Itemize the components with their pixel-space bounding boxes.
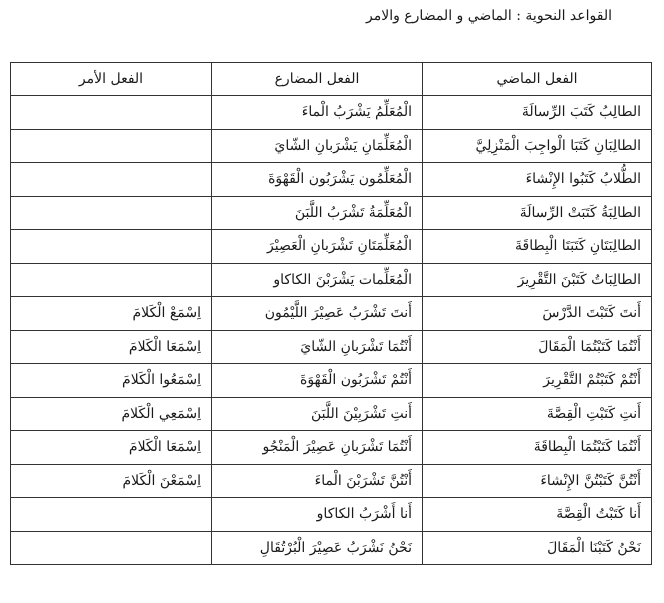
header-past: الفعل الماضي <box>423 63 652 96</box>
imperative-cell <box>11 129 212 163</box>
table-row <box>11 129 652 163</box>
past-cell: الطالِبَتَانِ كَتَبَتَا الْبِطاقَةَ <box>423 230 652 264</box>
imperative-cell <box>11 96 212 130</box>
table-row <box>11 263 652 297</box>
table-row <box>11 464 652 498</box>
present-cell: أَنْتُمَا تَشْرَبانِ الشّايَ <box>212 330 423 364</box>
imperative-cell: اِسْمَعِي الْكَلامَ <box>11 397 212 431</box>
header-imperative: الفعل الأمر <box>11 63 212 96</box>
past-cell: الطالِبَاتُ كَتَبْنَ التَّقْرِيرَ <box>423 263 652 297</box>
past-cell: الطالِبَانِ كَتَبَا الْواجِبَ الْمَنْزِلِيَّ <box>423 129 652 163</box>
imperative-cell <box>11 531 212 565</box>
imperative-cell <box>11 498 212 532</box>
table-row <box>11 498 652 532</box>
past-cell: أَنْتُمْ كَتَبْتُمْ التَّقْرِيرَ <box>423 364 652 398</box>
present-cell: نَحْنُ نَشْرَبُ عَصِيْرَ الْبُرْتُقَالِ <box>212 531 423 565</box>
verb-conjugation-table <box>10 62 652 565</box>
present-cell: أَنْتُنَّ تَشْرَبْنَ الْماءَ <box>212 464 423 498</box>
header-present: الفعل المضارع <box>212 63 423 96</box>
imperative-cell <box>11 263 212 297</box>
imperative-cell <box>11 196 212 230</box>
table-row <box>11 297 652 331</box>
past-cell: أَنْتُمَا كَتَبْتُمَا الْمَقَالَ <box>423 330 652 364</box>
imperative-cell: اِسْمَعُوا الْكَلامَ <box>11 364 212 398</box>
past-cell: الطالِبُ كَتَبَ الرِّسالَةَ <box>423 96 652 130</box>
document-title: القواعد النحوية : الماضي و المضارع والامر <box>366 8 612 24</box>
present-cell: أَنْتُمَا تَشْرَبانِ عَصِيْرَ الْمَنْجُو <box>212 431 423 465</box>
table-row <box>11 531 652 565</box>
table-row <box>11 397 652 431</box>
header-row <box>11 63 652 96</box>
imperative-cell: اِسْمَعْنَ الْكَلامَ <box>11 464 212 498</box>
present-cell: أَنتِ تَشْرَبِيْنَ اللَّبَنَ <box>212 397 423 431</box>
table-row <box>11 330 652 364</box>
past-cell: أَنتِ كَتَبْتِ الْقِصَّةَ <box>423 397 652 431</box>
present-cell: الْمُعَلِّمُ يَشْرَبُ الْماءَ <box>212 96 423 130</box>
imperative-cell <box>11 163 212 197</box>
present-cell: الْمُعَلِّمَةُ تَشْرَبُ اللَّبَنَ <box>212 196 423 230</box>
past-cell: أَنتَ كَتَبْتَ الدَّرْسَ <box>423 297 652 331</box>
table-row <box>11 96 652 130</box>
imperative-cell: اِسْمَعَا الْكَلامَ <box>11 431 212 465</box>
table-row <box>11 196 652 230</box>
table-row <box>11 364 652 398</box>
past-cell: أَنْتُمَا كَتَبْتُمَا الْبِطاقَةَ <box>423 431 652 465</box>
table-row <box>11 431 652 465</box>
imperative-cell: اِسْمَعْ الْكَلامَ <box>11 297 212 331</box>
past-cell: الطُّلابُ كَتَبُوا الإِنْشاءَ <box>423 163 652 197</box>
past-cell: أَنا كَتَبْتُ الْقِصَّةَ <box>423 498 652 532</box>
present-cell: الْمُعَلِّمَانِ يَشْرَبانِ الشّايَ <box>212 129 423 163</box>
imperative-cell <box>11 230 212 264</box>
past-cell: الطالِبَةُ كَتَبَتْ الرِّسالَةَ <box>423 196 652 230</box>
present-cell: أَنتَ تَشْرَبُ عَصِيْرَ اللَّيْمُون <box>212 297 423 331</box>
present-cell: أَنا أَشْرَبُ الكاكاو <box>212 498 423 532</box>
present-cell: الْمُعَلِّمَتَانِ تَشْرَبانِ الْعَصِيْرَ <box>212 230 423 264</box>
present-cell: الْمُعَلِّمُون يَشْرَبُون الْقَهْوَةَ <box>212 163 423 197</box>
present-cell: الْمُعَلِّمات يَشْرَبْنَ الكاكاو <box>212 263 423 297</box>
imperative-cell: اِسْمَعَا الْكَلامَ <box>11 330 212 364</box>
present-cell: أَنْتُمْ تَشْرَبُون الْقَهْوَةَ <box>212 364 423 398</box>
table-row <box>11 163 652 197</box>
past-cell: نَحْنُ كَتَبْنَا الْمَقَالَ <box>423 531 652 565</box>
past-cell: أَنْتُنَّ كَتَبْتُنَّ الإِنْشاءَ <box>423 464 652 498</box>
table-row <box>11 230 652 264</box>
